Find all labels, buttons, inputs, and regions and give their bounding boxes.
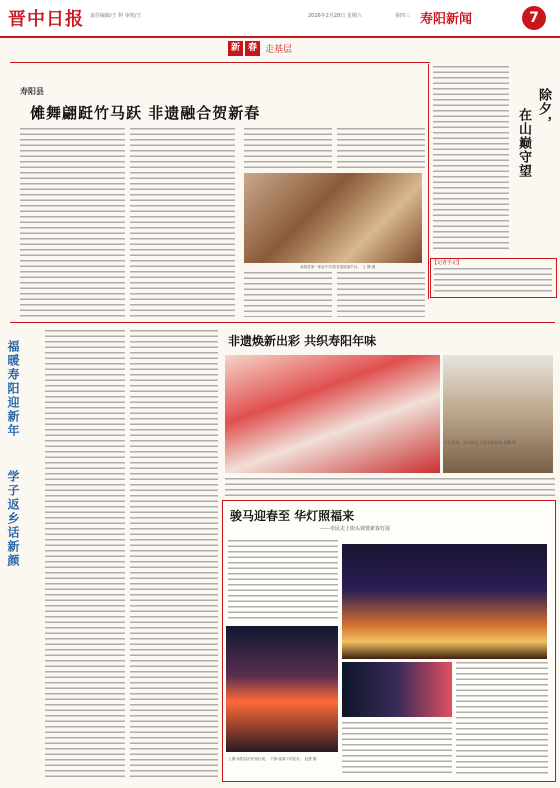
headline-3: 骏马迎春至 华灯照福来 — [230, 509, 355, 523]
mid-divider — [10, 322, 555, 323]
photo-caption-2: 火红剪纸、灵动窗花,尽显寿阳年味 杨馨 摄 — [444, 440, 516, 445]
top-divider — [10, 62, 430, 63]
section-name: 寿阳新闻 — [420, 12, 473, 27]
left-text-col-2 — [130, 330, 218, 780]
column-tag — [228, 40, 292, 56]
left-text-col-1 — [45, 330, 125, 780]
photo-paper-cut — [225, 355, 440, 473]
tag-text: 走基层 — [265, 44, 293, 55]
article-text-col-5 — [244, 272, 332, 317]
photo-performance — [244, 173, 422, 263]
article-text-col-3 — [244, 128, 332, 170]
photo-lantern-horse — [342, 544, 547, 659]
page-label: 第四三 — [395, 13, 411, 19]
article-text-col-4 — [337, 128, 425, 170]
article-text-col-1 — [20, 128, 125, 318]
subheadline-3: ——市民走上街头观赏新春灯展 — [320, 526, 391, 532]
vertical-title-1: 福暖寿阳迎新年 — [6, 340, 20, 438]
notes-text — [434, 268, 552, 294]
page-number: 7 — [522, 6, 546, 30]
photo-lantern-night — [342, 662, 452, 717]
headline-1: 傩舞翩跹竹马跃 非遗融合贺新春 — [30, 104, 261, 122]
headline-2: 非遗焕新出彩 共织寿阳年味 — [228, 334, 377, 348]
issue-date: 2026年2月28日 星期六 — [308, 13, 362, 19]
side-title-a: 除夕， — [536, 88, 551, 130]
notes-label: 【记者手记】 — [432, 260, 463, 266]
photo-paper-cut-2 — [443, 355, 553, 473]
tag-char-1: 新 — [228, 41, 243, 56]
newspaper-logo: 晋中日报 — [8, 9, 84, 30]
article-text-col-6 — [337, 272, 425, 317]
side-title-b: 在山巅守望 — [516, 108, 531, 178]
photo-caption-1: 寿阳县第一职业中学校非遗展演节目。 王 静 摄 — [300, 265, 376, 269]
article-text-col-2 — [130, 128, 235, 318]
section2-text — [225, 478, 555, 496]
section3-text-1 — [228, 540, 338, 622]
editor-line: 责任编辑/王 婷 审校/王 — [90, 13, 142, 19]
side-text — [433, 66, 509, 252]
side-divider — [428, 64, 429, 299]
dateline-place: 寿阳县 — [20, 86, 44, 96]
photo-lantern-street — [226, 626, 338, 752]
section3-text-2 — [456, 662, 548, 774]
masthead — [0, 0, 560, 38]
photo-caption-3: 上图:寿阳县市民逛灯展。 下图:夜幕下的花灯。 赵慧 摄 — [228, 757, 317, 761]
vertical-title-2: 学子返乡话新颜 — [6, 470, 20, 568]
tag-char-2: 春 — [245, 41, 260, 56]
section3-text-3 — [342, 722, 452, 774]
